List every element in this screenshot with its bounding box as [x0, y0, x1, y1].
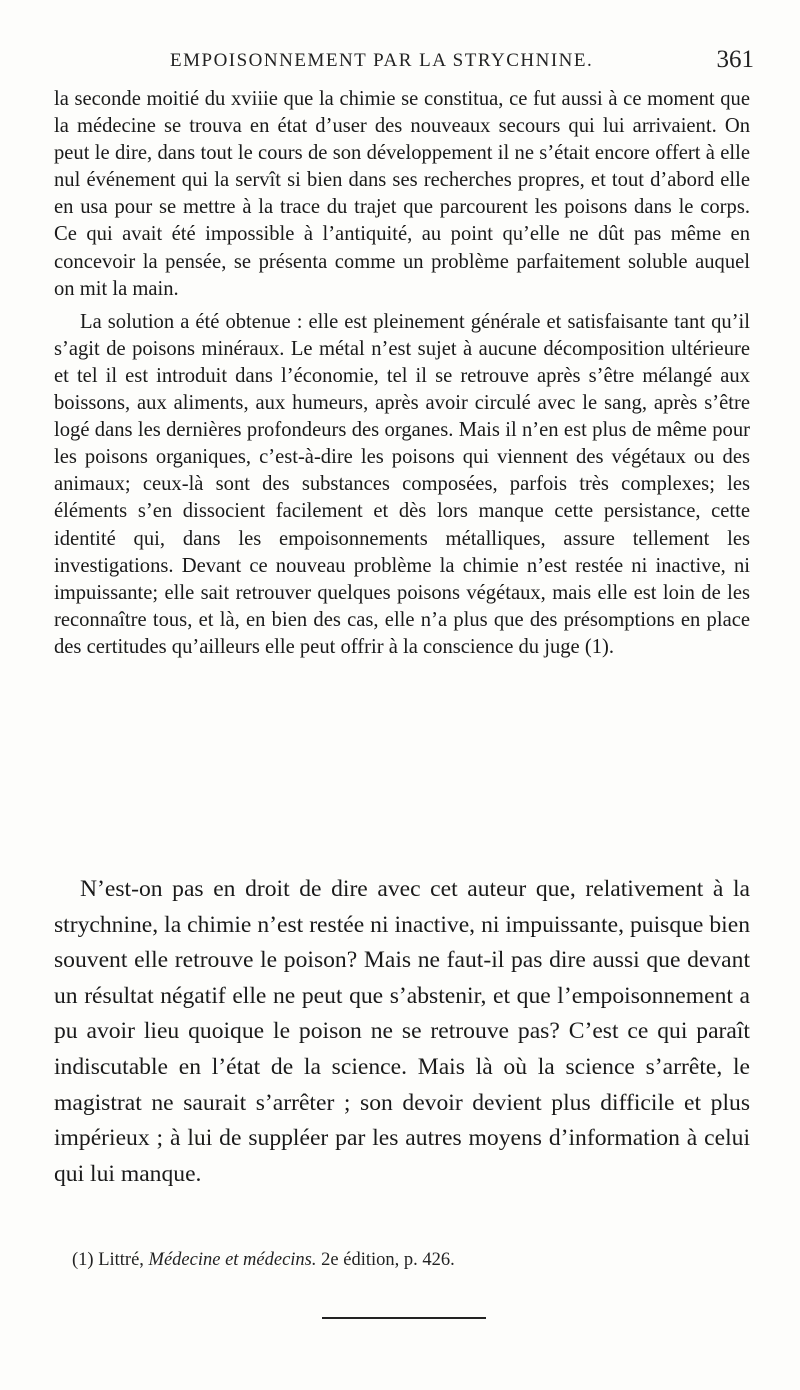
page-number: 361: [716, 46, 754, 73]
quote-paragraph-1: la seconde moitié du xviiie que la chimie se constitua, ce fut aussi à ce moment que la médecine se trouva en état d’user des nouveaux secours qui lui arrivaient. On peut le dire, dans tout le cours de son développement il ne s’était encore offert à elle nul événement qui la servît si bien dans ses recherches propres, et tout d’abord elle en usa pour se mettre à la trace du trajet que parcourent les poisons dans le corps. Ce qui avait été impossible à l’antiquité, au point qu’elle ne dût pas même en concevoir la pensée, se présenta comme un problème parfaitement soluble auquel on mit la main.: [54, 88, 750, 300]
quote-paragraph-2: La solution a été obtenue : elle est pleinement générale et satisfaisante tant qu’il s’agit de poisons minéraux. Le métal n’est sujet à aucune décomposition ultérieure et tel il est introduit dans l’économie, tel il se retrouve après s’être mélangé aux boissons, aux aliments, aux humeurs, après avoir circulé avec le sang, après s’être logé dans les dernières profondeurs des organes. Mais il n’en est plus de même pour les poisons organiques, c’est-à-dire les poisons qui viennent des végétaux ou des animaux; ceux-là sont des substances composées, parfois très complexes; les éléments s’en dissocient facilement et dès lors manque cette persistance, cette identité qui, dans les empoisonnements métalliques, assure tellement les investigations. Devant ce nouveau problème la chimie n’est restée ni inactive, ni impuissante; elle sait retrouver quelques poisons végétaux, mais elle est loin de les reconnaître tous, et là, en bien des cas, elle n’a plus que des présomptions en place des certitudes qu’ailleurs elle peut offrir à la conscience du juge (1).: [54, 310, 750, 658]
footnote-title: Médecine et médecins.: [148, 1250, 317, 1270]
footnote-edition: 2e édition, p. 426.: [321, 1250, 455, 1270]
quoted-passage: [54, 86, 750, 661]
running-title: EMPOISONNEMENT PAR LA STRYCHNINE.: [170, 50, 594, 71]
main-text: [54, 872, 750, 1192]
footnote: [72, 1250, 455, 1271]
page-header: [54, 46, 754, 76]
end-rule: [322, 1317, 486, 1319]
footnote-marker: (1) Littré,: [72, 1250, 144, 1270]
main-paragraph: N’est-on pas en droit de dire avec cet auteur que, relativement à la strychnine, la chimie n’est restée ni inactive, ni impuissante, puisque bien souvent elle retrouve le poison? Mais ne faut-il pas dire aussi que devant un résultat négatif elle ne peut que s’abstenir, et que l’empoisonnement a pu avoir lieu quoique le poison ne se retrouve pas? C’est ce qui paraît indiscutable en l’état de la science. Mais là où la science s’arrête, le magistrat ne saurait s’arrêter ; son devoir devient plus difficile et plus impérieux ; à lui de suppléer par les autres moyens d’information à celui qui lui manque.: [54, 876, 750, 1187]
